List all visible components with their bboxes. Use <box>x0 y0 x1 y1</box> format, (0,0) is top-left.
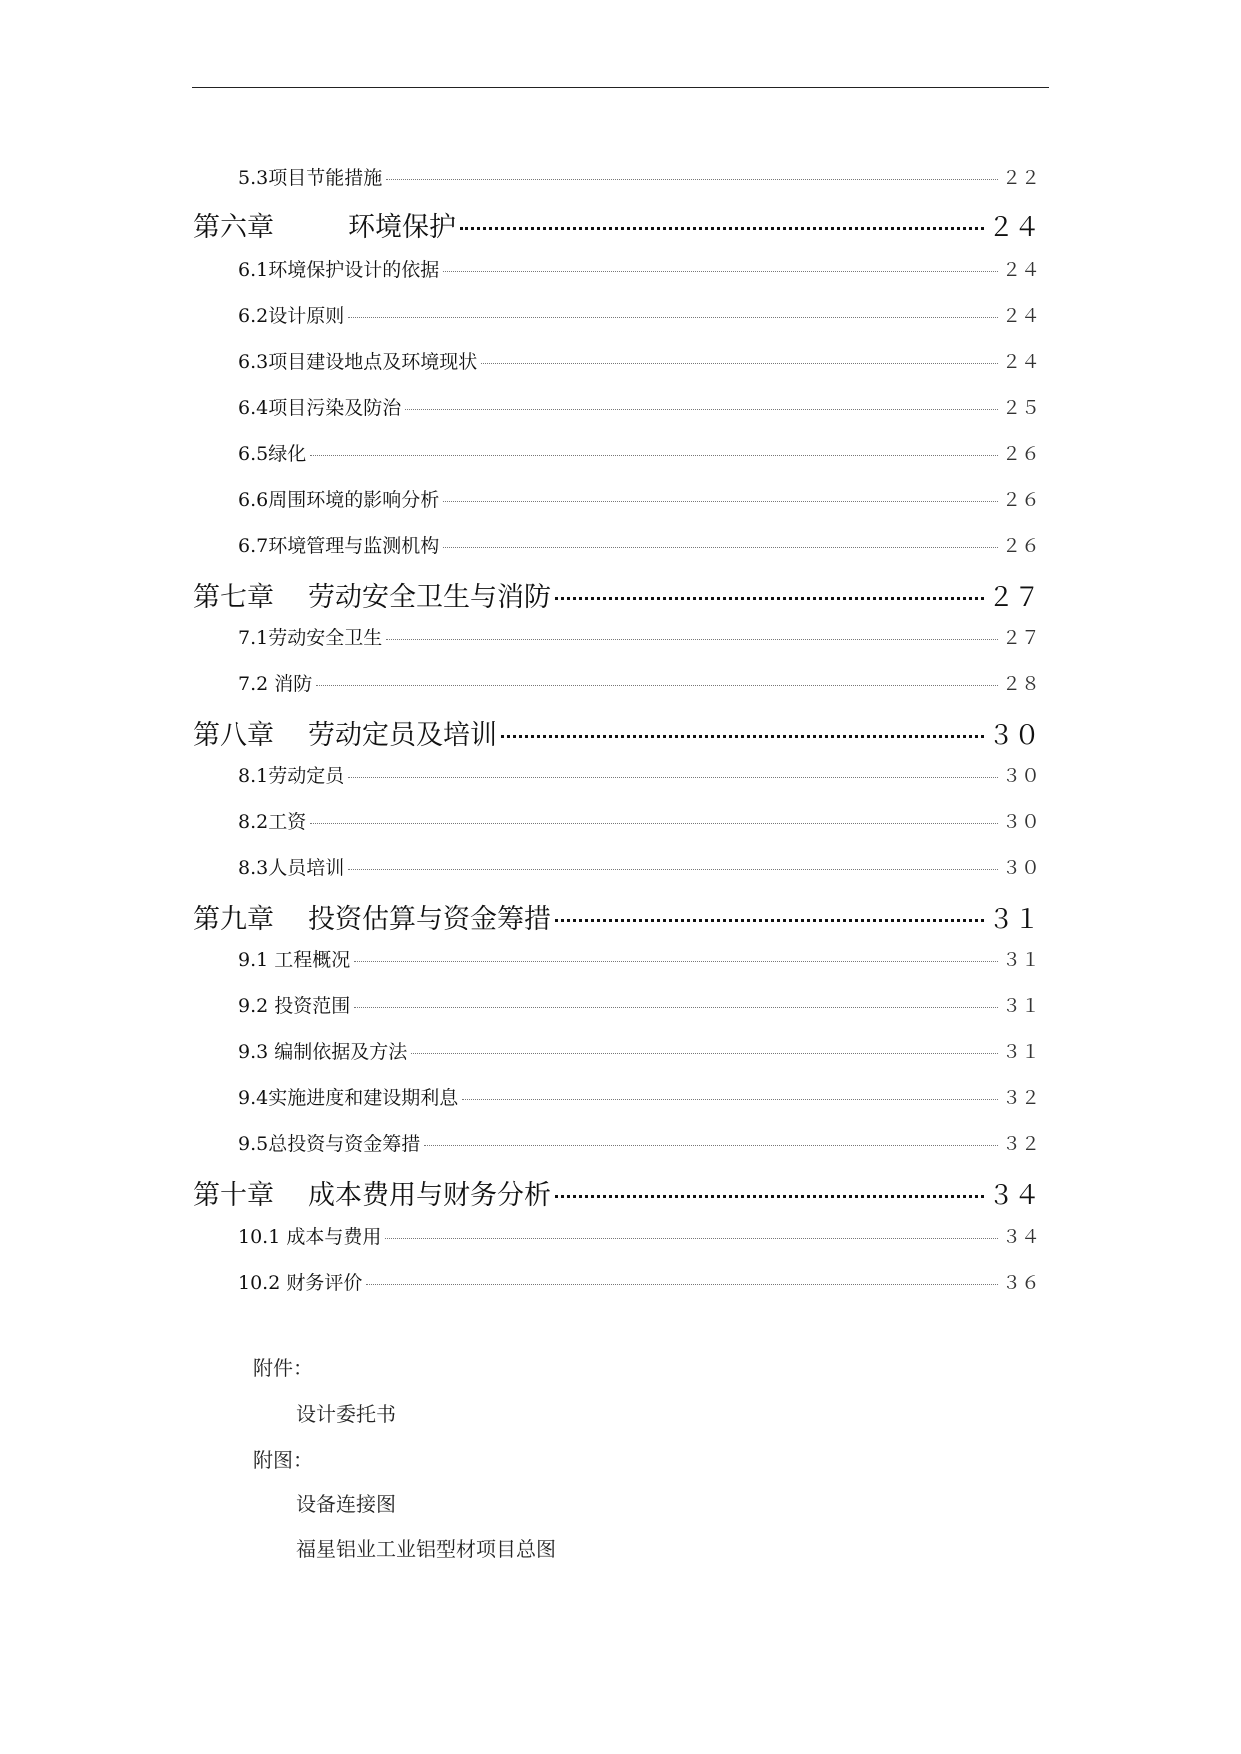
dot-leader <box>405 409 998 410</box>
toc-page-number: ２４ <box>1001 351 1040 373</box>
dot-leader <box>348 869 998 870</box>
dot-leader <box>348 317 998 318</box>
dot-leader <box>424 1145 998 1146</box>
dot-leader <box>481 363 998 364</box>
toc-section-entry <box>238 163 1040 193</box>
toc-entry-number: 9.1 <box>238 949 269 971</box>
dot-leader <box>354 1007 998 1008</box>
toc-entry-number: 6.5 <box>238 443 269 465</box>
toc-page-number: ３４ <box>1001 1226 1040 1248</box>
dot-leader <box>386 179 998 180</box>
toc-page-number: ３１ <box>1001 949 1040 971</box>
toc-entry-title: 周围环境的影响分析 <box>268 489 440 511</box>
toc-entry-title: 环境保护 <box>348 212 456 243</box>
toc-entry-number: 9.3 <box>238 1041 269 1063</box>
toc-section-entry <box>238 669 1040 699</box>
toc-entry-title: 财务评价 <box>280 1272 363 1294</box>
dot-leader <box>385 1238 998 1239</box>
toc-entry-title: 劳动定员及培训 <box>308 720 497 751</box>
toc-entry-title: 环境保护设计的依据 <box>268 259 440 281</box>
toc-entry-title: 绿化 <box>268 443 307 465</box>
toc-page-number: ２４ <box>987 213 1040 243</box>
toc-chapter-entry <box>193 575 1040 615</box>
toc-entry-number: 第十章 <box>193 1180 274 1211</box>
toc-page-number: ３２ <box>1001 1087 1040 1109</box>
toc-entry-title: 投资范围 <box>268 995 351 1017</box>
toc-entry-number: 6.2 <box>238 305 269 327</box>
toc-entry-title: 总投资与资金筹措 <box>268 1133 421 1155</box>
attachment-item: 设计委托书 <box>296 1402 396 1426</box>
toc-page-number: ２６ <box>1001 443 1040 465</box>
toc-page-number: ２４ <box>1001 305 1040 327</box>
toc-entry-title: 劳动安全卫生 <box>268 627 383 649</box>
toc-entry-title: 消防 <box>268 673 313 695</box>
toc-page-number: ２８ <box>1001 673 1040 695</box>
toc-entry-number: 10.1 <box>238 1226 281 1248</box>
dot-leader <box>386 639 998 640</box>
toc-entry-title: 实施进度和建设期利息 <box>268 1087 459 1109</box>
toc-entry-title: 项目污染及防治 <box>268 397 402 419</box>
figure-item: 设备连接图 <box>296 1492 396 1516</box>
toc-entry-title: 项目建设地点及环境现状 <box>268 351 478 373</box>
toc-entry-number: 7.2 <box>238 673 269 695</box>
dot-leader <box>443 547 998 548</box>
toc-entry-number: 9.4 <box>238 1087 269 1109</box>
toc-entry-number: 第七章 <box>193 582 274 613</box>
toc-page-number: ３１ <box>1001 1041 1040 1063</box>
toc-entry-title: 成本与费用 <box>280 1226 382 1248</box>
toc-entry-title: 设计原则 <box>268 305 345 327</box>
toc-chapter-entry <box>193 897 1040 937</box>
dot-leader <box>354 961 998 962</box>
toc-section-entry <box>238 1129 1040 1159</box>
toc-entry-number: 第九章 <box>193 904 274 935</box>
dot-leader <box>316 685 998 686</box>
toc-section-entry <box>238 1222 1040 1252</box>
dot-leader <box>555 597 984 600</box>
dot-leader <box>501 735 984 738</box>
header-rule <box>192 87 1049 88</box>
toc-section-entry <box>238 1037 1040 1067</box>
toc-section-entry <box>238 761 1040 791</box>
figures-label: 附图： <box>253 1448 313 1472</box>
dot-leader <box>460 227 984 230</box>
toc-section-entry <box>238 1268 1040 1298</box>
toc-section-entry <box>238 623 1040 653</box>
toc-section-entry <box>238 853 1040 883</box>
toc-entry-title: 劳动定员 <box>268 765 345 787</box>
toc-page-number: ２４ <box>1001 259 1040 281</box>
toc-chapter-entry <box>193 713 1040 753</box>
dot-leader <box>366 1284 998 1285</box>
toc-entry-number: 6.7 <box>238 535 269 557</box>
toc-page-number: ２２ <box>1001 167 1040 189</box>
toc-section-entry <box>238 945 1040 975</box>
toc-section-entry <box>238 531 1040 561</box>
toc-page-number: ３１ <box>1001 995 1040 1017</box>
toc-section-entry <box>238 485 1040 515</box>
toc-page-number: ３１ <box>987 905 1040 935</box>
toc-entry-title: 投资估算与资金筹措 <box>308 904 551 935</box>
toc-chapter-entry <box>193 1173 1040 1213</box>
dot-leader <box>462 1099 998 1100</box>
toc-entry-number: 7.1 <box>238 627 269 649</box>
dot-leader <box>310 455 998 456</box>
dot-leader <box>443 501 998 502</box>
toc-section-entry <box>238 393 1040 423</box>
toc-entry-number: 5.3 <box>238 167 269 189</box>
toc-entry-number: 10.2 <box>238 1272 281 1294</box>
toc-page-number: ２６ <box>1001 489 1040 511</box>
toc-entry-number: 8.3 <box>238 857 269 879</box>
toc-entry-title: 劳动安全卫生与消防 <box>308 582 551 613</box>
toc-entry-number: 9.5 <box>238 1133 269 1155</box>
toc-section-entry <box>238 255 1040 285</box>
toc-entry-number: 9.2 <box>238 995 269 1017</box>
dot-leader <box>348 777 998 778</box>
toc-entry-title: 编制依据及方法 <box>268 1041 408 1063</box>
toc-page-number: ３６ <box>1001 1272 1040 1294</box>
toc-entry-number: 第六章 <box>193 212 274 243</box>
toc-entry-number: 6.1 <box>238 259 269 281</box>
toc-entry-number: 第八章 <box>193 720 274 751</box>
figure-item: 福星铝业工业铝型材项目总图 <box>296 1537 556 1561</box>
toc-entry-title: 工资 <box>268 811 307 833</box>
toc-section-entry <box>238 439 1040 469</box>
dot-leader <box>555 919 984 922</box>
toc-page-number: ３０ <box>1001 857 1040 879</box>
toc-entry-title: 工程概况 <box>268 949 351 971</box>
toc-page-number: ２５ <box>1001 397 1040 419</box>
toc-page-number: ３０ <box>1001 811 1040 833</box>
toc-section-entry <box>238 991 1040 1021</box>
toc-page-number: ３４ <box>987 1181 1040 1211</box>
toc-section-entry <box>238 807 1040 837</box>
dot-leader <box>411 1053 998 1054</box>
toc-entry-number: 6.4 <box>238 397 269 419</box>
dot-leader <box>310 823 998 824</box>
toc-entry-title: 项目节能措施 <box>268 167 383 189</box>
dot-leader <box>555 1195 984 1198</box>
toc-entry-title: 成本费用与财务分析 <box>308 1180 551 1211</box>
toc-entry-number: 6.3 <box>238 351 269 373</box>
dot-leader <box>443 271 998 272</box>
toc-entry-title: 人员培训 <box>268 857 345 879</box>
toc-entry-number: 8.1 <box>238 765 269 787</box>
toc-page-number: ３２ <box>1001 1133 1040 1155</box>
attachments-label: 附件： <box>253 1356 313 1380</box>
toc-page-number: ２６ <box>1001 535 1040 557</box>
toc-entry-number: 6.6 <box>238 489 269 511</box>
toc-page-number: ２７ <box>1001 627 1040 649</box>
toc-chapter-entry <box>193 205 1040 245</box>
toc-section-entry <box>238 1083 1040 1113</box>
toc-section-entry <box>238 301 1040 331</box>
toc-entry-number: 8.2 <box>238 811 269 833</box>
toc-section-entry <box>238 347 1040 377</box>
toc-page-number: ３０ <box>987 721 1040 751</box>
toc-entry-title: 环境管理与监测机构 <box>268 535 440 557</box>
toc-page-number: ２７ <box>987 583 1040 613</box>
toc-page-number: ３０ <box>1001 765 1040 787</box>
